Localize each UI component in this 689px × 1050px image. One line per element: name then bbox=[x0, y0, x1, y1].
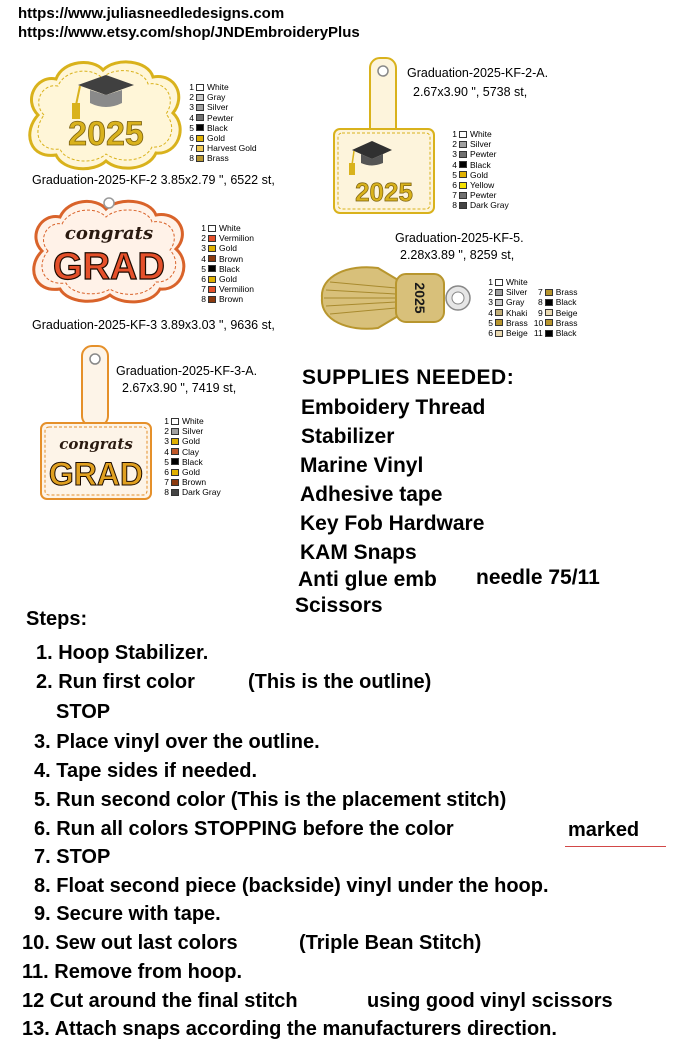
color-swatch bbox=[545, 299, 553, 306]
kf2a-artwork-text: 2025 bbox=[355, 177, 413, 207]
color-swatch bbox=[459, 171, 467, 178]
color-swatch bbox=[171, 448, 179, 455]
kf3-artwork-top: congrats bbox=[64, 223, 154, 244]
kf3-artwork-bottom: GRAD bbox=[53, 246, 165, 288]
kf3a-artwork-top: congrats bbox=[59, 435, 133, 453]
steps-title: Steps: bbox=[26, 608, 88, 630]
step-item: 9. Secure with tape. bbox=[34, 903, 221, 925]
step-item: 10. Sew out last colors bbox=[22, 932, 238, 954]
color-swatch bbox=[171, 438, 179, 445]
kf3a-specs: 2.67x3.90 ", 7419 st, bbox=[122, 381, 237, 395]
color-swatch bbox=[459, 141, 467, 148]
kf2-artwork-text: 2025 bbox=[68, 115, 144, 153]
color-swatch bbox=[171, 479, 179, 486]
supply-item: Scissors bbox=[295, 594, 383, 617]
step-item: (Triple Bean Stitch) bbox=[299, 932, 482, 954]
kf2-title: Graduation-2025-KF-2 bbox=[32, 173, 158, 187]
color-swatch bbox=[495, 289, 503, 296]
color-swatch bbox=[545, 319, 553, 326]
color-swatch bbox=[208, 225, 216, 232]
kf3a-title: Graduation-2025-KF-3-A. bbox=[116, 364, 258, 378]
supply-item: needle 75/11 bbox=[476, 566, 600, 589]
step-item: 11. Remove from hoop. bbox=[22, 961, 243, 983]
color-swatch bbox=[545, 330, 553, 337]
color-swatch bbox=[208, 235, 216, 242]
kf5-specs: 2.28x3.89 ", 8259 st, bbox=[400, 248, 515, 262]
supply-item: Stabilizer bbox=[301, 425, 395, 448]
marked-underline bbox=[565, 846, 666, 847]
kf2-color-legend: 1 White 2 Gray 3 Silver 4 Pewter 5 Black 6 Gold 7 Harvest Gold 8 Brass bbox=[189, 82, 257, 164]
color-swatch bbox=[171, 458, 179, 465]
step-item: (This is the outline) bbox=[248, 671, 432, 693]
step-item: 4. Tape sides if needed. bbox=[34, 760, 258, 782]
supply-item: Marine Vinyl bbox=[300, 454, 424, 477]
color-swatch bbox=[495, 330, 503, 337]
color-swatch bbox=[459, 182, 467, 189]
step-item: using good vinyl scissors bbox=[367, 990, 613, 1012]
color-swatch bbox=[196, 135, 204, 142]
supply-item: Adhesive tape bbox=[300, 483, 443, 506]
step-item: 8. Float second piece (backside) vinyl under the hoop. bbox=[34, 875, 549, 897]
supply-item: Emboidery Thread bbox=[301, 396, 486, 419]
kf3a-artwork-bottom: GRAD bbox=[48, 456, 144, 492]
color-swatch bbox=[171, 428, 179, 435]
color-swatch bbox=[459, 192, 467, 199]
color-swatch bbox=[196, 84, 204, 91]
kf2-caption bbox=[32, 173, 275, 187]
color-swatch bbox=[196, 145, 204, 152]
kf5-artwork-text: 2025 bbox=[412, 282, 428, 314]
design-kf5-image bbox=[318, 258, 478, 338]
site-url[interactable]: https://www.juliasneedledesigns.com bbox=[18, 5, 285, 22]
color-swatch bbox=[196, 104, 204, 111]
etsy-url[interactable]: https://www.etsy.com/shop/JNDEmbroideryPlus bbox=[18, 24, 360, 41]
kf3-color-legend: 1 White 2 Vermilion 3 Gold 4 Brown 5 Black 6 Gold 7 Vermilion 8 Brown bbox=[201, 223, 254, 305]
step-item: 1. Hoop Stabilizer. bbox=[36, 642, 209, 664]
color-swatch bbox=[196, 155, 204, 162]
step-item: 13. Attach snaps according the manufacturers direction. bbox=[22, 1018, 557, 1040]
supply-item: Anti glue emb bbox=[298, 568, 437, 591]
color-swatch bbox=[196, 124, 204, 131]
color-swatch bbox=[495, 309, 503, 316]
color-swatch bbox=[459, 151, 467, 158]
step-item: STOP bbox=[56, 701, 111, 723]
supply-item: KAM Snaps bbox=[300, 541, 417, 564]
step-item: 3. Place vinyl over the outline. bbox=[34, 731, 320, 753]
step-item: 6. Run all colors STOPPING before the color bbox=[34, 818, 454, 840]
color-swatch bbox=[208, 296, 216, 303]
color-swatch bbox=[208, 286, 216, 293]
kf5-title: Graduation-2025-KF-5. bbox=[395, 231, 524, 245]
color-swatch bbox=[196, 114, 204, 121]
color-swatch bbox=[495, 319, 503, 326]
design-kf2-image bbox=[18, 55, 188, 173]
supply-item: Key Fob Hardware bbox=[300, 512, 485, 535]
design-kf3-image bbox=[24, 193, 194, 305]
supplies-title: SUPPLIES NEEDED: bbox=[302, 366, 515, 389]
step-item: 5. Run second color (This is the placement stitch) bbox=[34, 789, 507, 811]
color-swatch bbox=[196, 94, 204, 101]
kf2a-specs: 2.67x3.90 ", 5738 st, bbox=[413, 85, 528, 99]
color-swatch bbox=[208, 245, 216, 252]
color-swatch bbox=[459, 131, 467, 138]
kf3-title: Graduation-2025-KF-3 bbox=[32, 318, 158, 332]
step-item: 12 Cut around the final stitch bbox=[22, 990, 298, 1012]
color-swatch bbox=[545, 309, 553, 316]
step-item: 7. STOP bbox=[34, 846, 111, 868]
color-swatch bbox=[171, 418, 179, 425]
color-swatch bbox=[171, 489, 179, 496]
kf3a-color-legend: 1 White 2 Silver 3 Gold 4 Clay 5 Black 6 Gold 7 Brown 8 Dark Gray bbox=[164, 416, 221, 498]
step-item: 2. Run first color bbox=[36, 671, 195, 693]
kf3-caption bbox=[32, 318, 275, 332]
color-swatch bbox=[171, 469, 179, 476]
kf2a-title: Graduation-2025-KF-2-A. bbox=[407, 66, 549, 80]
kf5-color-legend: 1 White 2 Silver 7 Brass 3 Gray 8 Black 4 Khaki 9 Beige 5 Brass 10 Brass 6 Beige 11 Black bbox=[488, 277, 578, 339]
color-swatch bbox=[459, 202, 467, 209]
kf2-specs: 3.85x2.79 ", 6522 st, bbox=[160, 173, 275, 187]
color-swatch bbox=[495, 299, 503, 306]
color-swatch bbox=[208, 255, 216, 262]
color-swatch bbox=[545, 289, 553, 296]
color-swatch bbox=[208, 276, 216, 283]
color-swatch bbox=[459, 161, 467, 168]
step-item-marked: marked bbox=[568, 819, 640, 841]
color-swatch bbox=[208, 265, 216, 272]
kf2a-color-legend: 1 White 2 Silver 3 Pewter 4 Black 5 Gold 6 Yellow 7 Pewter 8 Dark Gray bbox=[452, 129, 509, 211]
kf3-specs: 3.89x3.03 ", 9636 st, bbox=[160, 318, 275, 332]
color-swatch bbox=[495, 279, 503, 286]
